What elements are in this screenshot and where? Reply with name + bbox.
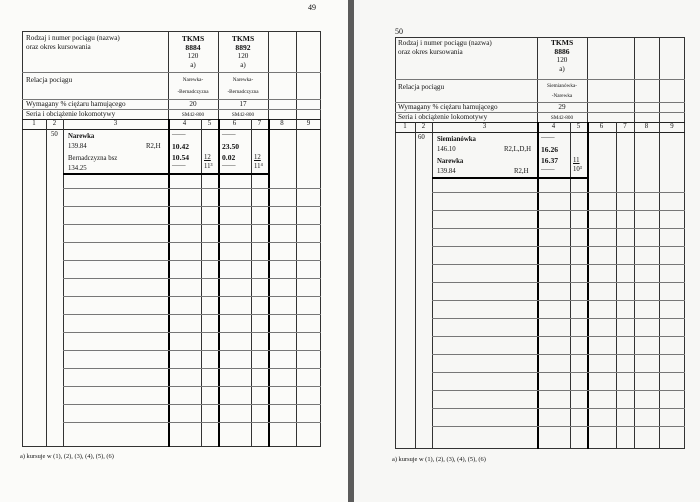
run-time-min: 11⁴ <box>254 163 263 170</box>
col-number: 9 <box>306 120 311 127</box>
train-header-8886 <box>537 38 587 74</box>
col-number: 3 <box>113 120 118 127</box>
departure-time: 10.42 <box>172 142 190 151</box>
train-relation-to: -Narewka <box>551 93 573 99</box>
col-number: 7 <box>257 120 262 127</box>
col-number: 4 <box>182 120 187 127</box>
station-name: Siemianówka <box>437 136 476 143</box>
run-time: 11 <box>573 157 580 164</box>
train-header-8884 <box>168 34 218 70</box>
station-codes: R2,H <box>146 143 161 150</box>
footnote: a) kursuje w (1), (2), (3), (4), (5), (6) <box>20 453 114 460</box>
station-name: Bernadczyzna bsz <box>68 155 118 162</box>
col-number: 8 <box>280 120 284 127</box>
train-period: a) <box>559 65 565 73</box>
train-relation-to: -Bernadczyzna <box>177 89 209 95</box>
train-period: a) <box>190 61 196 69</box>
col-number: 5 <box>576 123 581 130</box>
train-relation-from: Narewka- <box>232 77 254 83</box>
station-codes: R2,L,D,H <box>504 146 531 153</box>
col-number: 2 <box>52 120 57 127</box>
page-number: 50 <box>395 27 403 36</box>
time-dash: —— <box>541 134 555 141</box>
arrival-time: 16.37 <box>541 156 559 165</box>
row-label-relation: Relacja pociągu <box>26 76 73 84</box>
station-name: Narewka <box>68 133 95 140</box>
train-relation-from: Siemianówka- <box>547 83 577 89</box>
train-header-8892 <box>218 34 268 70</box>
train-loco-value: SM42-800 <box>550 115 574 121</box>
station-codes: R2,H <box>514 168 529 175</box>
run-time-min: 11³ <box>204 163 213 170</box>
right-page <box>354 0 700 502</box>
station-km: 134.25 <box>68 165 87 172</box>
run-time-min: 10³ <box>573 166 582 173</box>
col-number: 8 <box>644 123 649 130</box>
station-km: 139.84 <box>437 168 456 175</box>
train-relation-to: -Bernadczyzna <box>227 89 259 95</box>
departure-time: 23.50 <box>222 142 240 151</box>
col-number: 1 <box>32 120 36 127</box>
train-brake-value: 17 <box>239 100 247 108</box>
row-label-period: oraz okres kursowania <box>398 48 463 56</box>
col-number: 4 <box>551 123 556 130</box>
row-label-loco: Seria i obciążenie lokomotywy <box>398 113 488 121</box>
col-number: 1 <box>403 123 407 130</box>
col-number: 7 <box>623 123 627 130</box>
time-dash: —— <box>172 162 186 169</box>
train-category: TKMS <box>181 34 205 43</box>
train-brake-value: 20 <box>189 100 197 108</box>
time-dash: —— <box>541 166 555 173</box>
vmax-value: 60 <box>418 134 425 141</box>
station-km: 146.10 <box>437 146 456 153</box>
train-number: 8886 <box>554 47 570 56</box>
train-period: a) <box>240 61 246 69</box>
vmax-value: 50 <box>51 131 58 138</box>
time-dash: —— <box>172 131 186 138</box>
station-name: Narewka <box>437 158 464 165</box>
col-number: 5 <box>207 120 212 127</box>
row-label-brake: Wymagany % ciężaru hamującego <box>26 100 126 108</box>
station-km: 139.84 <box>68 143 87 150</box>
train-loco-value: SM42-800 <box>231 112 255 118</box>
run-time: 12 <box>204 154 211 161</box>
train-number: 8884 <box>185 43 201 52</box>
train-number: 8892 <box>235 43 251 52</box>
train-relation-from: Narewka- <box>182 77 204 83</box>
train-speed: 120 <box>187 52 199 60</box>
row-label-period: oraz okres kursowania <box>26 43 91 51</box>
train-speed: 120 <box>237 52 249 60</box>
arrival-time: 10.54 <box>172 153 190 162</box>
time-dash: —— <box>222 162 236 169</box>
train-category: TKMS <box>550 38 574 47</box>
row-label-brake: Wymagany % ciężaru hamującego <box>398 103 498 111</box>
arrival-time: 0.02 <box>222 153 236 162</box>
departure-time: 16.26 <box>541 145 559 154</box>
left-page <box>0 0 348 502</box>
row-label-loco: Seria i obciążenie lokomotywy <box>26 110 116 118</box>
col-number: 6 <box>599 123 604 130</box>
time-dash: —— <box>222 131 236 138</box>
footnote: a) kursuje w (1), (2), (3), (4), (5), (6) <box>392 456 486 463</box>
page-number: 49 <box>308 3 316 12</box>
train-category: TKMS <box>231 34 255 43</box>
row-label-relation: Relacja pociągu <box>398 83 445 91</box>
row-label-train-type: Rodzaj i numer pociągu (nazwa) <box>398 39 492 47</box>
row-label-train-type: Rodzaj i numer pociągu (nazwa) <box>26 34 120 42</box>
col-number: 6 <box>232 120 237 127</box>
train-speed: 120 <box>556 56 568 64</box>
col-number: 3 <box>482 123 487 130</box>
run-time: 12 <box>254 154 261 161</box>
col-number: 2 <box>421 123 426 130</box>
train-brake-value: 29 <box>558 103 566 111</box>
train-loco-value: SM42-800 <box>181 112 205 118</box>
col-number: 9 <box>670 123 674 130</box>
